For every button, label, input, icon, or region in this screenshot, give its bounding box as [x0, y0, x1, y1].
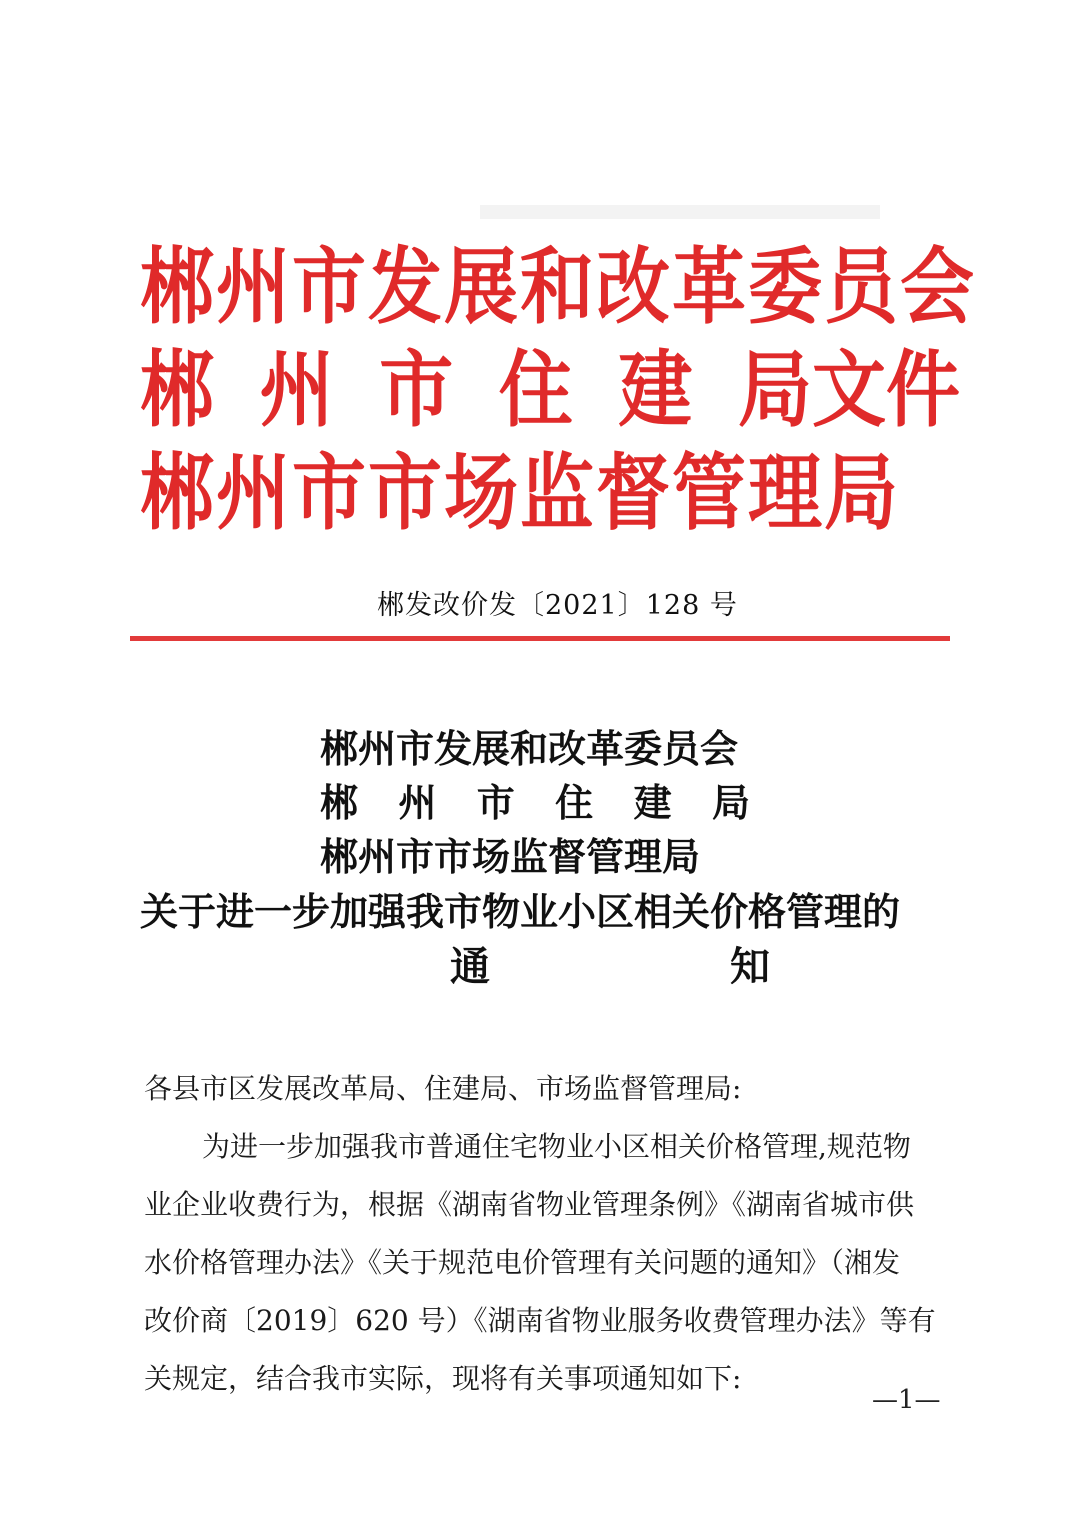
letterhead-line-2-chars — [140, 339, 812, 442]
title-char: 州 — [398, 780, 437, 825]
body-line: 改价商〔2019〕620 号）《湖南省物业服务收费管理办法》等有 — [144, 1304, 936, 1337]
title-notice — [450, 940, 770, 994]
document-body — [144, 1060, 944, 1408]
letterhead-char: 建 — [618, 342, 693, 439]
addressee-line: 各县市区发展改革局、住建局、市场监督管理局: — [144, 1072, 742, 1105]
title-org-3: 郴州市市场监督管理局 — [320, 834, 701, 879]
body-line: 为进一步加强我市普通住宅物业小区相关价格管理,规范物 — [202, 1130, 911, 1163]
letterhead-suffix: 文件 — [812, 342, 960, 439]
letterhead-char: 局 — [737, 342, 812, 439]
letterhead-char: 州 — [259, 342, 334, 439]
title-org-2 — [320, 776, 750, 830]
letterhead-line-3: 郴州市市场监督管理局 — [140, 445, 900, 542]
title-main: 关于进一步加强我市物业小区相关价格管理的 — [140, 889, 901, 934]
document-title — [140, 722, 940, 994]
title-char: 通 — [450, 943, 490, 990]
page-number: —1— — [872, 1385, 941, 1415]
document-number: 郴发改价发〔2021〕128 号 — [377, 590, 738, 621]
red-letterhead — [140, 236, 976, 545]
body-line: 水价格管理办法》《关于规范电价管理有关问题的通知》（湘发 — [144, 1246, 901, 1279]
body-line: 关规定，结合我市实际，现将有关事项通知如下: — [144, 1362, 742, 1395]
title-char: 市 — [476, 780, 515, 825]
title-org-1: 郴州市发展和改革委员会 — [320, 726, 739, 771]
letterhead-line-2 — [140, 339, 960, 442]
title-char: 局 — [711, 780, 750, 825]
letterhead-char: 住 — [498, 342, 573, 439]
letterhead-char: 市 — [379, 342, 454, 439]
bleed-through-shadow — [480, 205, 880, 219]
red-divider-rule — [130, 636, 950, 641]
title-char: 知 — [730, 943, 770, 990]
title-char: 建 — [633, 780, 672, 825]
body-line: 业企业收费行为，根据《湖南省物业管理条例》《湖南省城市供 — [144, 1188, 915, 1221]
title-char: 住 — [555, 780, 594, 825]
title-char: 郴 — [320, 780, 359, 825]
letterhead-line-1: 郴州市发展和改革委员会 — [140, 239, 976, 336]
letterhead-char: 郴 — [140, 342, 214, 439]
